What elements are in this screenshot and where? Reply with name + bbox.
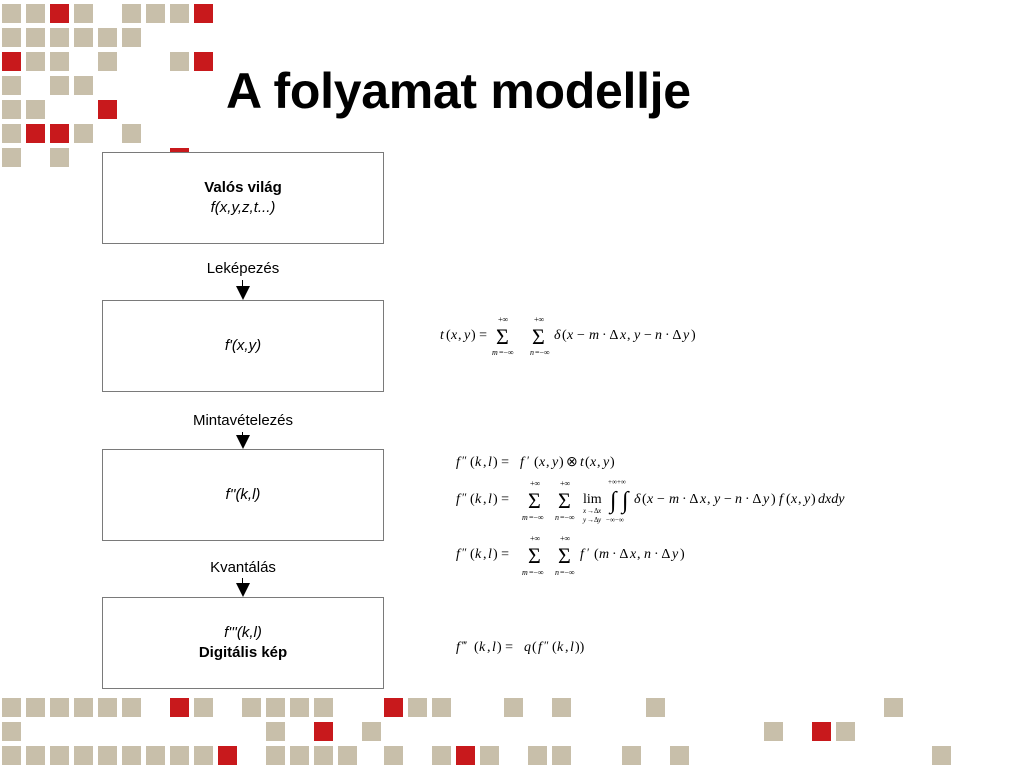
svg-text:)): )) — [575, 640, 585, 655]
svg-text:‴: ‴ — [462, 638, 467, 652]
box-digital-image — [102, 597, 384, 689]
svg-text:,: , — [565, 640, 569, 655]
svg-text:(: ( — [552, 640, 557, 655]
svg-text:f: f — [456, 492, 460, 507]
svg-text:→Δ: →Δ — [587, 507, 599, 515]
svg-text:): ) — [771, 492, 776, 507]
svg-text:,: , — [627, 328, 631, 343]
svg-text:⊗: ⊗ — [566, 455, 578, 470]
svg-text:k: k — [475, 547, 482, 562]
svg-text:) =: ) = — [497, 640, 514, 655]
svg-text:′: ′ — [527, 453, 530, 467]
svg-text:−: − — [657, 492, 665, 507]
svg-text:−: − — [644, 328, 652, 343]
svg-text:y: y — [552, 455, 559, 470]
svg-text:(: ( — [585, 455, 590, 470]
svg-text:=−∞: =−∞ — [499, 348, 514, 357]
slide-title: A folyamat modellje — [226, 63, 691, 119]
svg-text:x: x — [791, 492, 798, 507]
svg-text:=−∞: =−∞ — [560, 568, 575, 577]
box-sampled-function: f''(k,l) — [225, 486, 261, 503]
svg-text:y: y — [634, 328, 641, 343]
svg-text:(: ( — [562, 328, 567, 343]
formula-sum-samples — [452, 531, 712, 579]
step-label-mapping: Leképezés — [206, 260, 280, 277]
svg-text:+∞: +∞ — [530, 534, 541, 543]
svg-text:−: − — [577, 328, 585, 343]
svg-text:m: m — [522, 568, 528, 577]
svg-text:∫: ∫ — [622, 488, 629, 514]
svg-text:,: , — [487, 640, 491, 655]
svg-text:t: t — [580, 455, 584, 470]
svg-text:y: y — [583, 516, 587, 524]
svg-text:): ) — [811, 492, 816, 507]
svg-text:(: ( — [470, 455, 475, 470]
svg-text:x: x — [590, 455, 597, 470]
step-label-sampling: Mintavételezés — [192, 412, 294, 429]
svg-text:m: m — [669, 492, 680, 507]
svg-text:): ) — [691, 328, 696, 343]
svg-text:x: x — [630, 547, 637, 562]
svg-text:+∞: +∞ — [560, 534, 571, 543]
svg-text:x: x — [647, 492, 654, 507]
svg-text:(: ( — [786, 492, 791, 507]
svg-text:f: f — [779, 492, 783, 507]
svg-text:,: , — [483, 547, 487, 562]
svg-text:k: k — [557, 640, 564, 655]
svg-text:) =: ) = — [493, 492, 510, 507]
svg-text:δ: δ — [554, 328, 561, 343]
svg-text:· Δ: · Δ — [602, 328, 619, 343]
svg-text:y: y — [763, 492, 770, 507]
svg-text:· Δ: · Δ — [612, 547, 629, 562]
down-arrow-icon — [236, 286, 250, 300]
svg-text:) =: ) = — [493, 547, 510, 562]
svg-text:l: l — [488, 492, 492, 507]
svg-text:t: t — [440, 328, 444, 343]
svg-text:m: m — [589, 328, 600, 343]
svg-text:(: ( — [532, 640, 537, 655]
formula-sampling-function — [436, 312, 736, 358]
svg-text:x: x — [451, 328, 458, 343]
svg-text:) =: ) = — [493, 455, 510, 470]
box-projected-function: f'(x,y) — [224, 337, 262, 354]
svg-text:″: ″ — [462, 453, 467, 467]
svg-text:,: , — [637, 547, 641, 562]
svg-text:+∞: +∞ — [534, 315, 545, 324]
svg-text:f: f — [456, 547, 460, 562]
svg-text:+∞: +∞ — [560, 479, 571, 488]
svg-text:n: n — [655, 328, 662, 343]
svg-text:): ) — [680, 547, 685, 562]
svg-text:lim: lim — [583, 492, 602, 507]
svg-text:· Δ: · Δ — [682, 492, 699, 507]
svg-text:δ: δ — [634, 492, 641, 507]
svg-text:y: y — [672, 547, 679, 562]
svg-text:y: y — [714, 492, 721, 507]
svg-text:Σ: Σ — [558, 543, 571, 568]
svg-text:,: , — [546, 455, 550, 470]
svg-text:=−∞: =−∞ — [560, 513, 575, 522]
svg-text:(: ( — [594, 547, 599, 562]
svg-text:x: x — [700, 492, 707, 507]
svg-text:+∞: +∞ — [498, 315, 509, 324]
svg-text:l: l — [570, 640, 574, 655]
svg-text:(: ( — [446, 328, 451, 343]
svg-text:y: y — [603, 455, 610, 470]
svg-text:x: x — [598, 507, 602, 515]
svg-text:k: k — [475, 492, 482, 507]
svg-text:m: m — [599, 547, 610, 562]
svg-text:l: l — [492, 640, 496, 655]
svg-text:y: y — [464, 328, 471, 343]
svg-text:,: , — [483, 492, 487, 507]
svg-text:): ) — [610, 455, 615, 470]
svg-text:x: x — [539, 455, 546, 470]
svg-text:k: k — [475, 455, 482, 470]
svg-text:→Δ: →Δ — [587, 516, 599, 524]
svg-text:): ) — [559, 455, 564, 470]
svg-text:q: q — [524, 640, 531, 655]
svg-text:(: ( — [474, 640, 479, 655]
svg-text:−∞−∞: −∞−∞ — [606, 516, 624, 524]
step-label-quantization: Kvantálás — [210, 559, 276, 576]
svg-text:Σ: Σ — [532, 324, 545, 349]
svg-text:Σ: Σ — [528, 543, 541, 568]
svg-text:· Δ: · Δ — [745, 492, 762, 507]
svg-text:dxdy: dxdy — [818, 492, 845, 507]
svg-text:Σ: Σ — [558, 488, 571, 513]
formula-quantization — [452, 634, 622, 658]
svg-text:f: f — [456, 640, 460, 655]
svg-text:,: , — [798, 492, 802, 507]
svg-text:k: k — [479, 640, 486, 655]
svg-text:+∞: +∞ — [530, 479, 541, 488]
svg-text:=−∞: =−∞ — [529, 568, 544, 577]
svg-text:n: n — [530, 348, 534, 357]
svg-text:n: n — [644, 547, 651, 562]
svg-text:f: f — [520, 455, 524, 470]
svg-text:,: , — [483, 455, 487, 470]
svg-text:x: x — [567, 328, 574, 343]
svg-text:l: l — [488, 547, 492, 562]
svg-text:m: m — [492, 348, 498, 357]
box-real-world-label: Valós világ — [204, 179, 282, 196]
box-sampled — [102, 449, 384, 541]
svg-text:(: ( — [470, 492, 475, 507]
svg-text:f: f — [538, 640, 542, 655]
svg-text:−: − — [724, 492, 732, 507]
svg-text:m: m — [522, 513, 528, 522]
svg-text:,: , — [458, 328, 462, 343]
svg-text:n: n — [555, 513, 559, 522]
svg-text:) =: ) = — [471, 328, 488, 343]
svg-text:Σ: Σ — [496, 324, 509, 349]
box-projected — [102, 300, 384, 392]
svg-text:′: ′ — [587, 545, 590, 559]
svg-text:f: f — [580, 547, 584, 562]
box-digital-image-function: f'''(k,l) — [224, 624, 262, 641]
svg-text:(: ( — [470, 547, 475, 562]
svg-text:″: ″ — [544, 638, 549, 652]
svg-text:(: ( — [642, 492, 647, 507]
svg-text:Σ: Σ — [528, 488, 541, 513]
svg-text:,: , — [707, 492, 711, 507]
svg-text:f: f — [456, 455, 460, 470]
svg-text:y: y — [804, 492, 811, 507]
svg-text:∫: ∫ — [610, 488, 617, 514]
svg-text:n: n — [555, 568, 559, 577]
svg-text:+∞+∞: +∞+∞ — [608, 478, 626, 486]
svg-text:=−∞: =−∞ — [529, 513, 544, 522]
svg-text:· Δ: · Δ — [654, 547, 671, 562]
box-real-world — [102, 152, 384, 244]
svg-text:y: y — [598, 516, 602, 524]
svg-text:″: ″ — [462, 490, 467, 504]
svg-text:″: ″ — [462, 545, 467, 559]
svg-text:,: , — [597, 455, 601, 470]
down-arrow-icon — [236, 435, 250, 449]
svg-text:(: ( — [534, 455, 539, 470]
svg-text:x: x — [620, 328, 627, 343]
box-real-world-function: f(x,y,z,t...) — [210, 199, 276, 216]
svg-text:· Δ: · Δ — [665, 328, 682, 343]
svg-text:l: l — [488, 455, 492, 470]
svg-text:=−∞: =−∞ — [535, 348, 550, 357]
svg-text:n: n — [735, 492, 742, 507]
svg-text:x: x — [583, 507, 587, 515]
formula-limit-integral — [452, 476, 882, 526]
box-digital-image-label: Digitális kép — [198, 644, 288, 661]
down-arrow-icon — [236, 583, 250, 597]
svg-text:y: y — [683, 328, 690, 343]
formula-convolution — [452, 450, 652, 472]
